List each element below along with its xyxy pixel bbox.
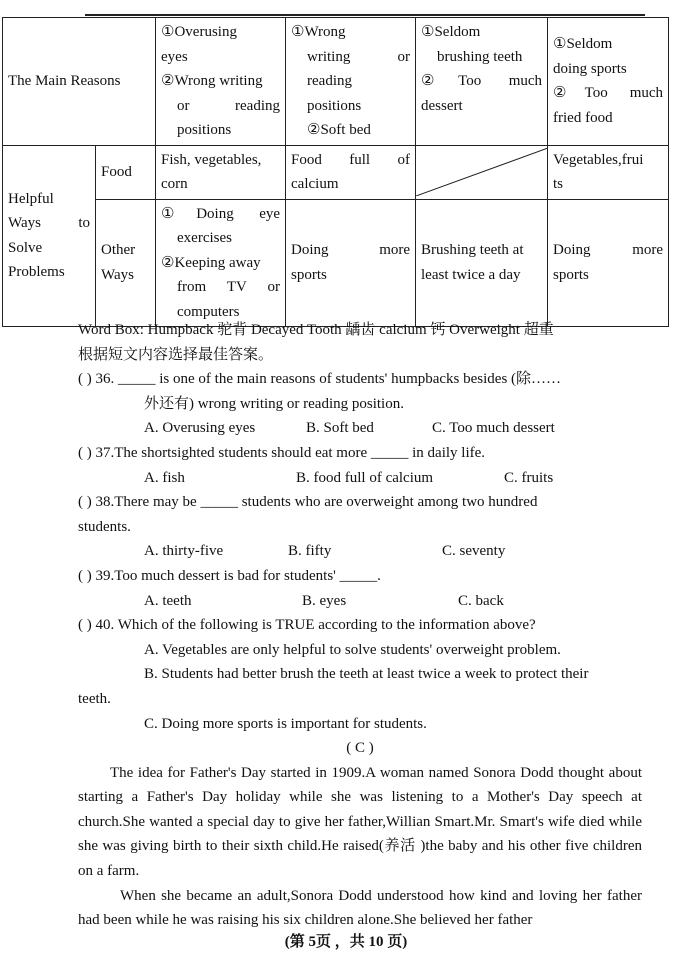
other-ways-row xyxy=(3,199,669,327)
reasons-cell-4 xyxy=(548,18,669,146)
cell-line: Other xyxy=(101,242,136,259)
cell-line: or reading xyxy=(177,97,281,114)
question-38 xyxy=(78,490,642,564)
option-b: B. Soft bed xyxy=(306,420,374,437)
instruction: 根据短文内容选择最佳答案。 xyxy=(78,346,274,363)
cell-line: from TV or xyxy=(177,279,281,295)
cell-line: Vegetables,frui xyxy=(553,151,644,168)
food-cell-2 xyxy=(286,145,416,199)
cell-line: Doing more xyxy=(291,242,411,259)
cell-line: ②Keeping away xyxy=(161,254,261,271)
survey-table xyxy=(2,17,669,327)
cell-line: computers xyxy=(177,303,240,320)
question-line: ( ) 40. Which of the following is TRUE according to the information above? xyxy=(78,617,536,634)
cell-line: ts xyxy=(553,176,564,192)
question-line: ( ) 36. _____ is one of the main reasons of students' humpbacks besides (除…… xyxy=(78,371,562,388)
page-footer: (第 5页 ，共 10 页) xyxy=(284,934,408,950)
option-a: A. thirty-five xyxy=(144,543,224,560)
cell-line: calcium xyxy=(291,176,339,192)
cell-line: brushing teeth xyxy=(437,48,523,65)
cell-line: dessert xyxy=(421,97,463,114)
question-line: 外还有) wrong writing or reading position. xyxy=(144,395,404,412)
cell-line: doing sports xyxy=(553,60,627,77)
paragraph-1: The idea for Father's Day started in 1909.A woman named Sonora Dodd thought about starting a Father's Day holiday while she was listening to a Mother's Day speech at church.She wanted a special day to give her father,Willian Smart.Mr. Smart's wife died while she was giving birth to their sixth child.He raised(养活 )the baby and his other five children on a farm. xyxy=(78,764,642,880)
option-b: B. Students had better brush the teeth at least twice a week to protect their xyxy=(144,666,589,683)
questions-block xyxy=(78,318,642,933)
cell-line: exercises xyxy=(177,230,232,246)
question-36 xyxy=(78,367,642,441)
cell-line: ①Doing eye xyxy=(161,205,281,222)
paragraph-2: When she became an adult,Sonora Dodd understood how kind and loving her father had been while he was raising his six children alone.She believed her father xyxy=(78,887,642,929)
food-label: Food xyxy=(96,145,156,199)
cell-line: Solve xyxy=(8,239,43,256)
other-cell-3 xyxy=(416,199,548,327)
cell-line: least twice a day xyxy=(421,266,521,283)
option-a: A. Vegetables are only helpful to solve students' overweight problem. xyxy=(144,641,561,658)
cell-line: Doing more xyxy=(553,242,664,259)
question-37 xyxy=(78,441,642,490)
food-cell-1 xyxy=(156,145,286,199)
option-b: B. food full of calcium xyxy=(296,469,434,486)
cell-line: fried food xyxy=(553,109,613,126)
option-b: B. eyes xyxy=(302,592,347,609)
question-40 xyxy=(78,613,642,736)
section-label: ( C ) xyxy=(346,740,374,757)
other-cell-4 xyxy=(548,199,669,327)
question-line: students. xyxy=(78,518,131,535)
option-a: A. Overusing eyes xyxy=(144,420,256,437)
cell-line: corn xyxy=(161,176,188,192)
cell-line: positions xyxy=(177,122,232,138)
word-box: Word Box: Humpback 驼背 Decayed Tooth 龋齿 calcium 钙 Overweight 超重 xyxy=(78,322,554,338)
diagonal-slash xyxy=(416,146,548,196)
option-b: B. fifty xyxy=(288,543,332,560)
options-row xyxy=(78,466,642,491)
cell-line: Brushing teeth at xyxy=(421,242,524,259)
options-row xyxy=(78,539,642,564)
cell-line: ②Soft bed xyxy=(307,122,371,138)
other-cell-2 xyxy=(286,199,416,327)
option-c: C. fruits xyxy=(504,469,554,486)
cell-line: Ways to xyxy=(8,215,90,232)
option-c: C. Doing more sports is important for students. xyxy=(144,715,427,732)
main-reasons-label: The Main Reasons xyxy=(3,18,156,146)
option-a: A. teeth xyxy=(144,592,192,609)
top-rule xyxy=(85,14,645,16)
cell-line: positions xyxy=(307,97,362,114)
cell-line: reading xyxy=(307,73,352,89)
cell-line: ②Too much xyxy=(421,73,543,89)
cell-line: ②Too much xyxy=(553,85,664,102)
reasons-cell-3 xyxy=(416,18,548,146)
cell-line: Helpful xyxy=(8,190,54,207)
cell-line: writing or xyxy=(307,48,411,65)
options-row xyxy=(78,589,642,614)
options-row xyxy=(78,416,642,441)
reasons-row xyxy=(3,18,669,146)
helpful-ways-label xyxy=(3,145,96,327)
option-c: C. Too much dessert xyxy=(432,420,555,437)
cell-line: ①Seldom xyxy=(553,36,613,53)
food-cell-3-empty xyxy=(416,145,548,199)
question-39 xyxy=(78,564,642,613)
cell-line: Food full of xyxy=(291,151,411,168)
option-a: A. fish xyxy=(144,469,185,486)
cell-line: ①Seldom xyxy=(421,24,481,40)
other-cell-1 xyxy=(156,199,286,327)
cell-line: eyes xyxy=(161,48,188,65)
reasons-cell-1 xyxy=(156,18,286,146)
cell-line: ①Overusing xyxy=(161,24,237,40)
option-c: C. back xyxy=(458,592,504,609)
other-ways-label xyxy=(96,199,156,327)
question-line: ( ) 39.Too much dessert is bad for students' _____. xyxy=(78,567,381,584)
cell-line: ①Wrong xyxy=(291,24,346,40)
food-cell-4 xyxy=(548,145,669,199)
cell-line: Problems xyxy=(8,264,65,281)
cell-line: sports xyxy=(291,266,327,283)
cell-line: Fish, vegetables, xyxy=(161,151,262,168)
option-b-continued: teeth. xyxy=(78,690,111,707)
cell-line: sports xyxy=(553,266,589,283)
food-row xyxy=(3,145,669,199)
reasons-cell-2 xyxy=(286,18,416,146)
question-line: ( ) 38.There may be _____ students who are overweight among two hundred xyxy=(78,494,538,511)
question-line: ( ) 37.The shortsighted students should eat more _____ in daily life. xyxy=(78,444,486,461)
cell-line: Ways xyxy=(101,266,134,283)
option-c: C. seventy xyxy=(442,543,506,560)
cell-line: ②Wrong writing xyxy=(161,73,263,89)
